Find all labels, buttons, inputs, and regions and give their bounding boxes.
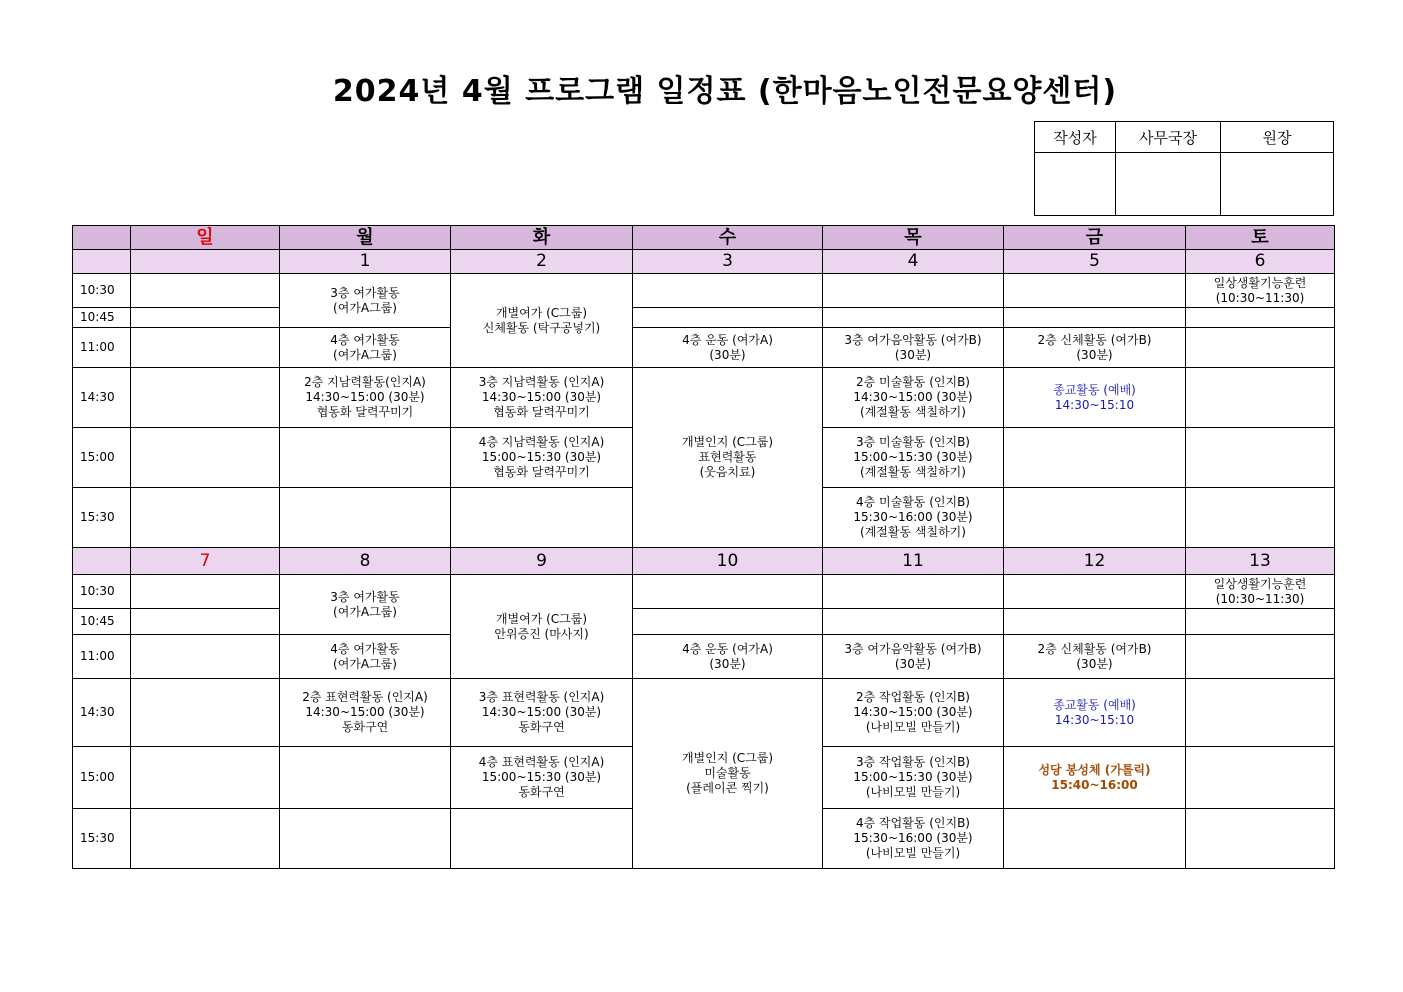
cell-line: 2층 신체활동 (여가B) [1037, 641, 1152, 656]
time-row [73, 575, 1335, 609]
time-label: 15:30 [73, 488, 131, 548]
fri-cell [1004, 488, 1186, 548]
cell-line: 개별여가 (C그룹) [495, 611, 588, 626]
cell-line: 4층 작업활동 (인지B) [855, 816, 970, 830]
approval-writer: 작성자 [1035, 122, 1116, 153]
date-cell [131, 250, 280, 274]
cell-line: 4층 미술활동 (인지B) [855, 495, 970, 509]
sat-cell [1186, 635, 1335, 679]
thu-cell [823, 609, 1004, 635]
fri-cell [1004, 575, 1186, 609]
sat-am-activity [1186, 274, 1335, 308]
fri-religion-activity [1004, 368, 1186, 428]
day-fri: 금 [1004, 226, 1186, 250]
sun-cell [131, 368, 280, 428]
cell-line: 14:30~15:00 (30분) [853, 390, 973, 404]
sun-cell [131, 488, 280, 548]
sat-cell [1186, 488, 1335, 548]
cell-line: (계절활동 색칠하기) [860, 465, 966, 479]
date-cell: 5 [1004, 250, 1186, 274]
sun-cell [131, 575, 280, 609]
time-label: 10:30 [73, 575, 131, 609]
sun-cell [131, 308, 280, 328]
cell-line: 일상생활기능훈련 [1213, 275, 1307, 290]
cell-line: 4층 운동 (여가A) [682, 332, 773, 347]
thu-am-activity [823, 635, 1004, 679]
thu-pm2-activity [823, 428, 1004, 488]
cell-line: 14:30~15:00 (30분) [305, 390, 425, 404]
time-row [73, 679, 1335, 747]
cell-line: 안위증진 (마사지) [494, 626, 589, 641]
fri-am-activity [1004, 635, 1186, 679]
time-row [73, 609, 1335, 635]
date-cell: 12 [1004, 548, 1186, 575]
wed-pm-activity [633, 368, 823, 548]
fri-cell [1004, 809, 1186, 869]
wed-cell [633, 609, 823, 635]
cell-line: (나비모빌 만들기) [865, 720, 961, 734]
fri-cell [1004, 308, 1186, 328]
cell-line: (30분) [894, 656, 932, 671]
approval-manager: 사무국장 [1116, 122, 1221, 153]
cell-line: 14:30~15:00 (30분) [481, 390, 602, 404]
cell-line: 일상생활기능훈련 [1213, 576, 1307, 591]
date-cell: 10 [633, 548, 823, 575]
cell-line: 4층 지남력활동 (인지A) [478, 435, 605, 449]
approval-director: 원장 [1221, 122, 1334, 153]
date-cell: 2 [451, 250, 633, 274]
thu-pm1-activity [823, 368, 1004, 428]
cell-line: 종교활동 (예배) [1053, 382, 1136, 397]
schedule-table [72, 225, 1335, 869]
cell-line: 성당 봉성체 (가톨릭) [1038, 762, 1151, 777]
cell-line: (30분) [709, 347, 746, 362]
thu-pm3-activity [823, 488, 1004, 548]
cell-line: 신체활동 (탁구공넣기) [482, 320, 601, 335]
cell-line: 14:30~15:00 (30분) [853, 705, 973, 719]
cell-line: 협동화 달력꾸미기 [493, 405, 590, 419]
cell-line: 개별인지 (C그룹) [681, 751, 774, 765]
fri-cell [1004, 609, 1186, 635]
cell-line: 2층 미술활동 (인지B) [855, 375, 970, 389]
fri-church-activity [1004, 747, 1186, 809]
cell-line: 협동화 달력꾸미기 [493, 465, 590, 479]
date-cell: 8 [280, 548, 451, 575]
time-row [73, 328, 1335, 368]
cell-line: 3층 표현력활동 (인지A) [478, 690, 605, 704]
cell-line: 14:30~15:10 [1054, 397, 1135, 412]
thu-am-activity [823, 328, 1004, 368]
mon-pm-activity [280, 368, 451, 428]
cell-line: 2층 지남력활동(인지A) [304, 375, 426, 389]
sun-cell [131, 747, 280, 809]
cell-line: 3층 여가활동 [330, 285, 400, 300]
time-label: 15:30 [73, 809, 131, 869]
cell-line: 4층 표현력활동 (인지A) [478, 755, 605, 769]
time-label: 15:00 [73, 428, 131, 488]
thu-cell [823, 274, 1004, 308]
time-row [73, 274, 1335, 308]
sat-cell [1186, 368, 1335, 428]
cell-line: (계절활동 색칠하기) [860, 405, 966, 419]
sat-cell [1186, 679, 1335, 747]
cell-line: (계절활동 색칠하기) [860, 525, 966, 539]
cell-line: 동화구연 [341, 720, 389, 734]
date-cell: 7 [131, 548, 280, 575]
tue-pm1-activity [451, 679, 633, 747]
cell-line: 15:00~15:30 (30분) [853, 770, 973, 784]
date-cell: 9 [451, 548, 633, 575]
tue-am-activity [451, 575, 633, 679]
mon-cell [280, 809, 451, 869]
tue-cell [451, 809, 633, 869]
date-cell: 4 [823, 250, 1004, 274]
wed-am-activity [633, 635, 823, 679]
time-label: 10:45 [73, 609, 131, 635]
cell-line: 협동화 달력꾸미기 [316, 405, 414, 419]
cell-line: 2층 표현력활동 (인지A) [302, 690, 428, 704]
cell-line: (여가A그룹) [333, 656, 397, 671]
approval-sign-director[interactable] [1221, 153, 1334, 216]
date-cell: 6 [1186, 250, 1335, 274]
sun-cell [131, 274, 280, 308]
date-corner [73, 250, 131, 274]
fri-am-activity [1004, 328, 1186, 368]
cell-line: 4층 운동 (여가A) [682, 641, 773, 656]
sat-cell [1186, 308, 1335, 328]
time-label: 15:00 [73, 747, 131, 809]
cell-line: 15:00~15:30 (30분) [481, 450, 602, 464]
wed-pm-activity [633, 679, 823, 869]
sun-cell [131, 679, 280, 747]
sun-cell [131, 809, 280, 869]
sun-cell [131, 635, 280, 679]
cell-line: 3층 미술활동 (인지B) [855, 435, 970, 449]
cell-line: 14:30~15:00 (30분) [305, 705, 425, 719]
cell-line: 동화구연 [518, 785, 565, 799]
cell-line: (10:30~11:30) [1215, 591, 1305, 606]
fri-religion-activity [1004, 679, 1186, 747]
date-cell: 11 [823, 548, 1004, 575]
time-label: 14:30 [73, 368, 131, 428]
sun-cell [131, 328, 280, 368]
tue-cell [451, 488, 633, 548]
cell-line: 개별여가 (C그룹) [495, 305, 588, 320]
thu-pm2-activity [823, 747, 1004, 809]
cell-line: 14:30~15:00 (30분) [481, 705, 602, 719]
cell-line: 동화구연 [518, 720, 565, 734]
fri-church-activity [1004, 428, 1186, 488]
sat-cell [1186, 809, 1335, 869]
day-mon: 월 [280, 226, 451, 250]
sat-am-activity [1186, 575, 1335, 609]
tue-pm2-activity [451, 747, 633, 809]
mon-cell [280, 428, 451, 488]
cell-line: (여가A그룹) [333, 347, 397, 362]
cell-line: 미술활동 [704, 766, 751, 780]
cell-line: (30분) [894, 347, 932, 362]
cell-line: (10:30~11:30) [1215, 290, 1305, 305]
cell-line: 4층 여가활동 [330, 641, 400, 656]
date-corner [73, 548, 131, 575]
sun-cell [131, 428, 280, 488]
cell-line: 3층 여가음악활동 (여가B) [844, 332, 982, 347]
tue-pm1-activity [451, 368, 633, 428]
cell-line: (플레이콘 찍기) [686, 781, 769, 795]
mon-pm-activity [280, 679, 451, 747]
approval-box [1034, 121, 1334, 216]
day-tue: 화 [451, 226, 633, 250]
wed-cell [633, 575, 823, 609]
day-sun: 일 [131, 226, 280, 250]
time-label: 11:00 [73, 635, 131, 679]
day-sat: 토 [1186, 226, 1335, 250]
date-row [73, 548, 1335, 575]
approval-sign-manager[interactable] [1116, 153, 1221, 216]
cell-line: 15:30~16:00 (30분) [853, 831, 973, 845]
time-label: 14:30 [73, 679, 131, 747]
wed-am-activity [633, 328, 823, 368]
cell-line: 2층 신체활동 (여가B) [1037, 332, 1152, 347]
cell-line: 종교활동 (예배) [1053, 697, 1136, 712]
mon-cell [280, 747, 451, 809]
date-cell: 13 [1186, 548, 1335, 575]
thu-cell [823, 575, 1004, 609]
date-cell: 3 [633, 250, 823, 274]
approval-sign-writer[interactable] [1035, 153, 1116, 216]
sat-cell [1186, 747, 1335, 809]
time-label: 11:00 [73, 328, 131, 368]
cell-line: 3층 여가활동 [330, 589, 400, 604]
cell-line: 15:00~15:30 (30분) [853, 450, 973, 464]
thu-pm1-activity [823, 679, 1004, 747]
cell-line: 개별인지 (C그룹) [681, 435, 774, 449]
cell-line: 2층 작업활동 (인지B) [855, 690, 970, 704]
cell-line: (나비모빌 만들기) [865, 785, 961, 799]
cell-line: 4층 여가활동 [330, 332, 400, 347]
weekday-header-row [73, 226, 1335, 250]
cell-line: (여가A그룹) [333, 300, 397, 315]
cell-line: (30분) [709, 656, 746, 671]
wed-cell [633, 308, 823, 328]
cell-line: 3층 여가음악활동 (여가B) [844, 641, 982, 656]
header-corner [73, 226, 131, 250]
mon-am2-activity [280, 635, 451, 679]
cell-line: 3층 작업활동 (인지B) [855, 755, 970, 769]
time-label: 10:45 [73, 308, 131, 328]
cell-line: 14:30~15:10 [1054, 712, 1135, 727]
mon-cell [280, 488, 451, 548]
thu-pm3-activity [823, 809, 1004, 869]
cell-line: (웃음치료) [699, 465, 756, 479]
sat-cell [1186, 609, 1335, 635]
cell-line: 15:00~15:30 (30분) [481, 770, 602, 784]
tue-am-activity [451, 274, 633, 368]
cell-line: 15:40~16:00 [1051, 777, 1138, 792]
date-cell: 1 [280, 250, 451, 274]
cell-line: (30분) [1076, 656, 1113, 671]
thu-cell [823, 308, 1004, 328]
day-wed: 수 [633, 226, 823, 250]
wed-cell [633, 274, 823, 308]
cell-line: (30분) [1076, 347, 1113, 362]
cell-line: 3층 지남력활동 (인지A) [478, 375, 605, 389]
mon-am-activity [280, 274, 451, 328]
time-row [73, 368, 1335, 428]
sat-cell [1186, 428, 1335, 488]
mon-am2-activity [280, 328, 451, 368]
cell-line: 표현력활동 [698, 450, 757, 464]
sat-cell [1186, 328, 1335, 368]
mon-am-activity [280, 575, 451, 635]
fri-cell [1004, 274, 1186, 308]
time-row [73, 635, 1335, 679]
sun-cell [131, 609, 280, 635]
cell-line: (여가A그룹) [333, 604, 397, 619]
date-row [73, 250, 1335, 274]
page-title: 2024년 4월 프로그램 일정표 (한마음노인전문요양센터) [332, 74, 1118, 109]
tue-pm2-activity [451, 428, 633, 488]
time-row [73, 308, 1335, 328]
cell-line: 15:30~16:00 (30분) [853, 510, 973, 524]
day-thu: 목 [823, 226, 1004, 250]
time-label: 10:30 [73, 274, 131, 308]
cell-line: (나비모빌 만들기) [865, 846, 961, 860]
